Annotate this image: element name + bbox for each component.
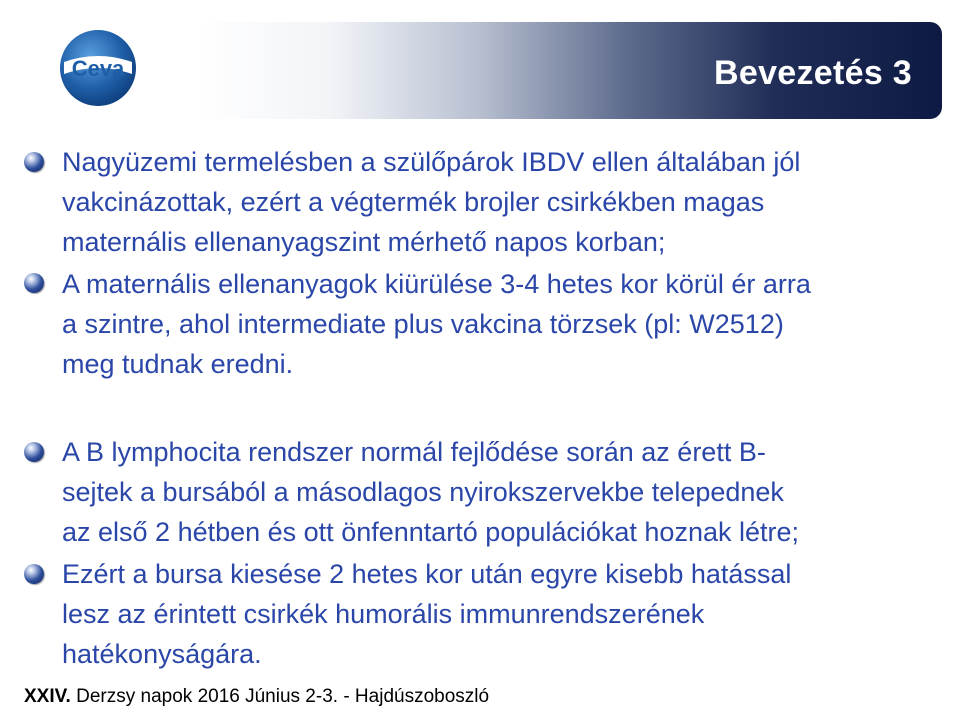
bullet-paragraph-2 bbox=[62, 264, 942, 384]
bullet-1-line-2: vakcinázottak, ezért a végtermék brojler csirkékben magas bbox=[62, 187, 765, 217]
bullet-paragraph-1 bbox=[62, 142, 942, 262]
footer bbox=[24, 686, 489, 708]
bullet-icon bbox=[24, 273, 44, 293]
footer-text: Derzsy napok 2016 Június 2-3. - Hajdúszoboszló bbox=[70, 686, 490, 707]
bullet-3-line-3: az első 2 hétben és ott önfenntartó populációkat hoznak létre; bbox=[62, 517, 800, 547]
footer-number: XXIV. bbox=[24, 686, 71, 707]
bullet-icon bbox=[24, 564, 44, 584]
bullet-2-line-3: meg tudnak eredni. bbox=[62, 349, 294, 379]
bullet-1-line-1: Nagyüzemi termelésben a szülőpárok IBDV ellen általában jól bbox=[62, 147, 801, 177]
bullet-4-line-2: lesz az érintett csirkék humorális immunrendszerének bbox=[62, 599, 705, 629]
ceva-logo-icon bbox=[58, 28, 138, 108]
bullet-paragraph-3 bbox=[62, 432, 942, 552]
logo-text: Ceva bbox=[71, 56, 125, 81]
bullet-2-line-2: a szintre, ahol intermediate plus vakcina törzsek (pl: W2512) bbox=[62, 309, 784, 339]
slide-title: Bevezetés 3 bbox=[714, 54, 912, 92]
bullet-paragraph-4 bbox=[62, 554, 942, 674]
bullet-1-line-3: maternális ellenanyagszint mérhető napos korban; bbox=[62, 227, 666, 257]
bullet-3-line-2: sejtek a bursából a másodlagos nyirokszervekbe telepednek bbox=[62, 477, 784, 507]
bullet-icon bbox=[24, 152, 44, 172]
bullet-icon bbox=[24, 442, 44, 462]
bullet-4-line-3: hatékonyságára. bbox=[62, 639, 262, 669]
bullet-3-line-1: A B lymphocita rendszer normál fejlődése során az érett B- bbox=[62, 437, 766, 467]
bullet-4-line-1: Ezért a bursa kiesése 2 hetes kor után egyre kisebb hatással bbox=[62, 559, 792, 589]
bullet-2-line-1: A maternális ellenanyagok kiürülése 3-4 hetes kor körül ér arra bbox=[62, 269, 811, 299]
